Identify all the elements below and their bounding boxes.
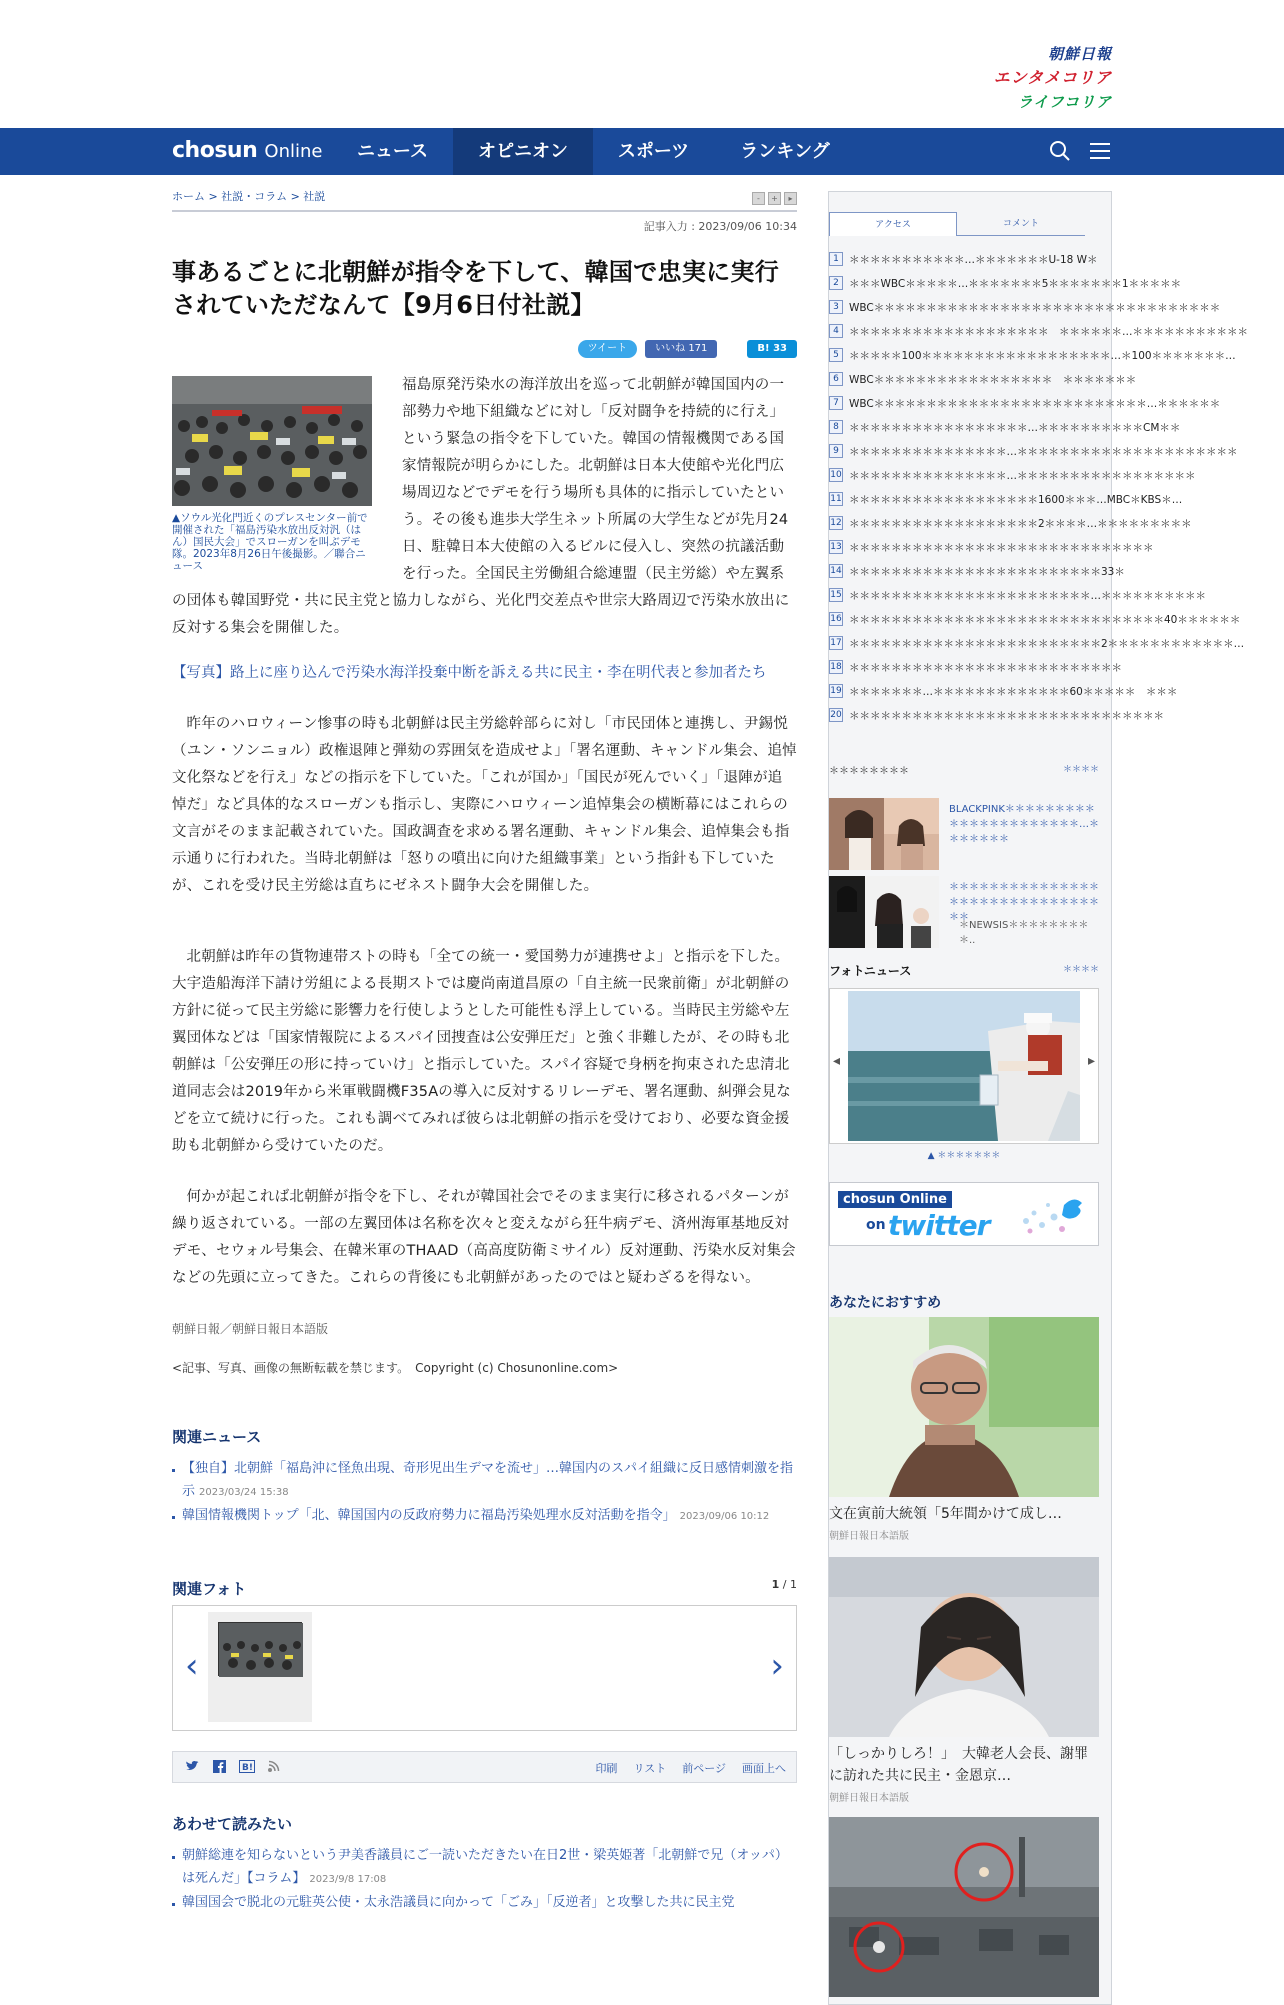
related-news-item[interactable] — [172, 1457, 797, 1504]
entertainment-thumb[interactable] — [829, 798, 939, 870]
related-news-title: 関連ニュース — [172, 1428, 262, 1446]
hatena-bookmark-button[interactable]: B! 33 — [747, 340, 797, 358]
sidebar — [828, 191, 1248, 2005]
ranking-box — [828, 191, 1248, 2005]
read-more-section — [172, 1813, 797, 1914]
ranking-item[interactable] — [829, 343, 1236, 367]
ranking-item[interactable] — [829, 679, 1178, 703]
related-news-time: 2023/09/06 10:12 — [679, 1511, 770, 1522]
print-icon[interactable]: ▸ — [784, 192, 797, 205]
ranking-number: 16 — [830, 614, 842, 624]
article-photo[interactable] — [172, 376, 372, 506]
related-photo-title: 関連フォト — [172, 1580, 247, 1598]
photo-news-box — [829, 988, 1099, 1144]
twitter-banner-site: chosun Online — [838, 1191, 952, 1208]
read-more-item[interactable] — [172, 1844, 797, 1891]
ranking-number: 18 — [830, 662, 842, 672]
ranking-item[interactable] — [829, 319, 1248, 343]
ranking-title[interactable]: ＊＊＊＊＊＊＊＊＊＊＊…＊＊＊＊＊＊＊U-18 W＊ — [849, 253, 1098, 266]
ranking-item[interactable] — [829, 655, 1122, 679]
brand-link-entame[interactable]: エンタメコリア — [993, 68, 1112, 87]
carousel-next-icon[interactable]: › — [770, 1646, 784, 1686]
related-news-list — [172, 1457, 797, 1528]
ranking-number: 10 — [830, 470, 842, 480]
nav-sports[interactable]: スポーツ — [617, 141, 690, 162]
list-link[interactable]: リスト — [633, 1762, 667, 1775]
photo-news-caption[interactable]: ▲ ＊＊＊＊＊＊＊ — [927, 1151, 1001, 1161]
top-brand-area — [0, 0, 1284, 128]
carousel-prev-icon[interactable]: ‹ — [185, 1646, 199, 1686]
related-news-time: 2023/03/24 15:38 — [199, 1487, 289, 1498]
photo-page-current: 1 — [771, 1578, 780, 1591]
ranking-tabs — [829, 212, 1113, 242]
recommend-item[interactable] — [829, 1817, 1099, 1997]
ranking-title[interactable]: ＊＊＊＊＊＊＊＊＊＊＊＊＊＊＊＊＊＊2＊＊＊＊…＊＊＊＊＊＊＊＊＊ — [849, 517, 1192, 530]
related-photo-carousel — [172, 1605, 797, 1731]
ranking-item[interactable] — [829, 415, 1181, 439]
ranking-title[interactable]: ＊＊＊＊＊＊＊＊＊＊＊＊＊＊＊＊＊＊＊＊＊＊＊＊2＊＊＊＊＊＊＊＊＊＊＊＊… — [849, 637, 1245, 650]
breadcrumb — [172, 186, 797, 212]
rss-icon[interactable] — [267, 1760, 281, 1777]
ranking-title[interactable]: ＊＊＊＊＊＊＊…＊＊＊＊＊＊＊＊＊＊＊＊＊60＊＊＊＊＊ ＊＊＊ — [849, 685, 1178, 698]
ranking-item[interactable] — [829, 631, 1245, 655]
share-buttons — [172, 340, 797, 360]
ranking-title[interactable]: ＊＊＊＊＊＊＊＊＊＊＊＊＊＊＊＊＊＊1600＊＊＊…MBC＊KBS＊… — [849, 493, 1183, 506]
ranking-title[interactable]: ＊＊＊＊＊100＊＊＊＊＊＊＊＊＊＊＊＊＊＊＊＊＊＊…＊100＊＊＊＊＊＊＊… — [849, 349, 1236, 362]
ranking-number: 20 — [830, 710, 842, 720]
read-more-item[interactable] — [172, 1891, 797, 1914]
hatena-share-icon[interactable] — [239, 1760, 255, 1777]
article-paragraph: 昨年のハロウィーン惨事の時も北朝鮮は民主労総幹部らに対し「市民団体と連携し、尹錫悦（ユン・ソンニョル）政権退陣と弾劾の雰囲気を造成せよ」「署名運動、キャンドル集会、追悼文化祭などを行え」などの指示を下していた。「これが国か」「国民が死んでいく」「退陣が追悼だ」など具体的なスローガンも指示し、実際にハロウィーン追悼集会の横断幕にはこれらの文言がそのまま記載されていた。国政調査を求める署名運動、キャンドル集会、追悼集会も指示通りに行われた。当時北朝鮮は「怒りの噴出に向けた組織事業」という指針も下していたが、これを受け民主労総は直ちにゼネスト闘争大会を開催した。 — [172, 716, 797, 894]
recommend-title: あなたにおすすめ — [829, 1295, 942, 1311]
ranking-number: 5 — [829, 348, 843, 362]
facebook-share-icon[interactable] — [213, 1760, 226, 1777]
ranking-item[interactable] — [829, 247, 1113, 271]
article-date: 記事入力 : 2023/09/06 10:34 — [643, 220, 797, 233]
svg-text:B!: B! — [242, 1763, 253, 1773]
read-more-text[interactable]: 朝鮮総連を知らないという尹美香議員にご一読いただきたい在日2世・梁英姫著「北朝鮮で兄（オッパ）は死んだ」【コラム】 — [182, 1848, 788, 1886]
ranking-item[interactable] — [829, 271, 1182, 295]
ranking-number: 12 — [830, 518, 842, 528]
ranking-title[interactable]: ＊＊＊＊＊＊＊＊＊＊＊＊＊＊＊＊＊＊＊＊＊＊＊＊33＊ — [849, 565, 1125, 578]
related-photo-section — [172, 1578, 797, 1731]
entertainment-text[interactable]: BLACKPINK＊＊＊＊＊＊＊＊＊＊＊＊＊＊＊＊＊＊＊＊＊＊…＊＊＊＊＊＊＊ — [949, 804, 1099, 845]
photo-caption: ▲ソウル光化門近くのプレスセンター前で開催された「福島汚染水放出反対汎（はん）国民大会」でスローガンを叫ぶデモ隊。2023年8月26日午後撮影。／聯合ニュース — [172, 512, 368, 572]
article-column — [172, 186, 797, 1914]
photo-page-total: / 1 — [782, 1578, 797, 1591]
font-small-icon[interactable]: - — [752, 192, 765, 205]
ranking-number: 4 — [829, 324, 843, 338]
ranking-title[interactable]: ＊＊＊＊＊＊＊＊＊＊＊＊＊＊＊＊＊＊＊＊＊＊＊＊＊＊ — [849, 661, 1122, 674]
toolbar-links — [595, 1760, 786, 1776]
ranking-number: 14 — [830, 566, 842, 576]
ranking-item[interactable] — [829, 583, 1206, 607]
copyright-notice: <記事、写真、画像の無断転載を禁じます。 Copyright (c) Chosunonline.com> — [172, 1361, 619, 1375]
related-news-text[interactable]: 【独自】北朝鮮「福島沖に怪魚出現、奇形児出生デマを流せ」…韓国内のスパイ組織に反日感情刺激を指示 — [182, 1461, 794, 1499]
ranking-number: 6 — [829, 372, 843, 386]
related-news-text[interactable]: 韓国情報機関トップ「北、韓国国内の反政府勢力に福島汚染処理水反対活動を指令」 — [182, 1508, 676, 1523]
ranking-item[interactable] — [829, 703, 1164, 727]
related-photo-thumb[interactable] — [208, 1612, 312, 1722]
ranking-title[interactable]: ＊＊＊＊＊＊＊＊＊＊＊＊＊＊＊＊＊…＊＊＊＊＊＊＊＊＊＊CM＊＊ — [849, 421, 1181, 434]
read-more-list — [172, 1844, 797, 1914]
recommend-source: 朝鮮日報日本語版 — [829, 1531, 909, 1542]
ranking-title[interactable]: ＊＊＊WBC＊＊＊＊＊…＊＊＊＊＊＊＊5＊＊＊＊＊＊＊1＊＊＊＊＊ — [849, 277, 1182, 290]
twitter-banner-on: on — [866, 1217, 886, 1233]
ranking-item[interactable] — [829, 295, 1221, 319]
ranking-number: 8 — [829, 420, 843, 434]
entertainment-title: ＊＊＊＊＊＊＊＊ — [829, 766, 909, 777]
related-news-item[interactable] — [172, 1504, 797, 1528]
scroll-top-link[interactable]: 画面上へ — [742, 1762, 786, 1775]
twitter-banner-brand: twitter — [888, 1209, 990, 1242]
article-paragraph: 何かが起これば北朝鮮が指令を下し、それが韓国社会でそのまま実行に移されるパターンが繰り返されている。一部の左翼団体は名称を次々と変えながら狂牛病デモ、済州海軍基地反対デモ、セウォル号集会、在韓米軍のTHAAD（高高度防衛ミサイル）反対運動、汚染水反対集会などの先頭に立ってきた。これらの背後にも北朝鮮があったのではと疑わざるを得ない。 — [172, 1189, 796, 1286]
read-more-time: 2023/9/8 17:08 — [309, 1874, 387, 1885]
ranking-item[interactable] — [829, 439, 1238, 463]
ranking-number: 13 — [830, 542, 842, 552]
nav-news[interactable]: ニュース — [356, 141, 429, 162]
ranking-item[interactable] — [829, 463, 1196, 487]
ranking-number: 11 — [830, 494, 842, 504]
ranking-title[interactable]: WBC＊＊＊＊＊＊＊＊＊＊＊＊＊＊＊＊＊＊＊＊＊＊＊＊＊＊…＊＊＊＊＊＊ — [849, 397, 1221, 410]
photo-news-header — [829, 962, 1099, 979]
ranking-title[interactable]: ＊＊＊＊＊＊＊＊＊＊＊＊＊＊＊＊＊＊＊ ＊＊＊＊＊＊…＊＊＊＊＊＊＊＊＊＊＊ — [849, 325, 1248, 338]
logo-sub: Online — [264, 141, 323, 162]
brand-link-life[interactable]: ライフコリア — [1017, 93, 1112, 111]
photo-news-title: フォトニュース — [829, 964, 912, 978]
nav-icons — [1048, 140, 1112, 164]
tab-comment[interactable]: コメント — [957, 212, 1085, 236]
ranking-number: 19 — [830, 686, 842, 696]
ranking-title[interactable]: ＊＊＊＊＊＊＊＊＊＊＊＊＊＊＊…＊＊＊＊＊＊＊＊＊＊＊＊＊＊＊＊＊ — [849, 469, 1196, 482]
search-icon[interactable] — [1048, 140, 1072, 164]
entertainment-item[interactable] — [829, 798, 1099, 870]
entertainment-text[interactable]: ＊＊＊＊＊＊＊＊＊＊＊＊＊＊＊＊＊＊＊＊＊＊＊＊＊＊＊＊＊＊＊＊ — [949, 882, 1099, 923]
article-title: 事あるごとに北朝鮮が指令を下して、韓国で忠実に実行されていただなんて【9月6日付社説】 — [172, 258, 780, 319]
ranking-title[interactable]: WBC＊＊＊＊＊＊＊＊＊＊＊＊＊＊＊＊＊＊＊＊＊＊＊＊＊＊＊＊＊＊＊＊＊ — [849, 301, 1221, 314]
photo-news-next-icon[interactable]: ▸ — [1087, 1053, 1095, 1069]
font-tools — [752, 192, 797, 205]
brand-link-chosun[interactable]: 朝鮮日報 — [1047, 45, 1112, 63]
ranking-item[interactable] — [829, 367, 1137, 391]
ranking-number: 15 — [830, 590, 842, 600]
ranking-item[interactable] — [829, 607, 1241, 631]
recommend-thumb[interactable] — [829, 1557, 1099, 1737]
prev-page-link[interactable]: 前ページ — [682, 1762, 726, 1775]
ranking-number: 2 — [829, 276, 843, 290]
ranking-number: 1 — [829, 252, 843, 266]
entertainment-more-link[interactable]: ＊＊＊＊ — [1062, 765, 1099, 775]
entertainment-item[interactable] — [829, 876, 1099, 948]
photo-news-prev-icon[interactable]: ◂ — [833, 1053, 841, 1069]
twitter-banner[interactable] — [829, 1182, 1099, 1246]
menu-icon[interactable] — [1088, 140, 1112, 164]
tab-access[interactable]: アクセス — [829, 212, 957, 236]
photo-news-image[interactable] — [848, 991, 1080, 1141]
ranking-title[interactable]: ＊＊＊＊＊＊＊＊＊＊＊＊＊＊＊＊＊＊＊＊＊＊＊＊＊＊＊＊＊ — [849, 541, 1154, 554]
breadcrumb-text[interactable]: ホーム > 社説・コラム > 社説 — [172, 190, 326, 203]
article-toolbar — [172, 1751, 797, 1783]
font-large-icon[interactable]: + — [768, 192, 781, 205]
recommend-caption[interactable]: 文在寅前大統領「5年間かけて成し… — [829, 1506, 1062, 1522]
recommend-source: 朝鮮日報日本語版 — [829, 1793, 909, 1804]
ranking-title[interactable]: ＊＊＊＊＊＊＊＊＊＊＊＊＊＊＊＊＊＊＊＊＊＊＊…＊＊＊＊＊＊＊＊＊＊ — [849, 589, 1206, 602]
ranking-item[interactable] — [829, 535, 1154, 559]
recommend-caption[interactable]: 「しっかりしろ！」 大韓老人会長、謝罪に訪れた共に民主・金恩京… — [829, 1746, 1088, 1784]
ranking-number: 9 — [829, 444, 843, 458]
ranking-number: 17 — [830, 638, 842, 648]
ranking-number: 3 — [829, 300, 843, 314]
entertainment-header — [829, 762, 1099, 777]
article-source: 朝鮮日報／朝鮮日報日本語版 — [172, 1322, 329, 1336]
entertainment-thumb[interactable] — [829, 876, 939, 948]
ranking-title[interactable]: ＊＊＊＊＊＊＊＊＊＊＊＊＊＊＊＊＊＊＊＊＊＊＊＊＊＊＊＊＊＊ — [849, 709, 1164, 722]
site-logo[interactable] — [172, 138, 322, 163]
ranking-title[interactable]: ＊＊＊＊＊＊＊＊＊＊＊＊＊＊＊…＊＊＊＊＊＊＊＊＊＊＊＊＊＊＊＊＊＊＊＊＊ — [849, 445, 1238, 458]
recommend-thumb[interactable] — [829, 1817, 1099, 1997]
ranking-item[interactable] — [829, 391, 1221, 415]
photo-pager — [772, 1578, 797, 1591]
read-more-title: あわせて読みたい — [172, 1815, 293, 1833]
ranking-number: 7 — [829, 396, 843, 410]
brand-links — [994, 42, 1112, 114]
ranking-title[interactable]: WBC＊＊＊＊＊＊＊＊＊＊＊＊＊＊＊＊＊ ＊＊＊＊＊＊＊ — [849, 373, 1137, 386]
recommend-item[interactable] — [829, 1317, 1099, 1542]
article-photo-block — [172, 376, 372, 572]
ranking-item[interactable] — [829, 487, 1183, 511]
bird-icon — [1018, 1191, 1088, 1241]
article-lead: 福島原発汚染水の海洋放出を巡って北朝鮮が韓国国内の一部勢力や地下組織などに対し「反対闘争を持続的に行え」という緊急の指令を下していた。韓国の情報機関である国家情報院が明らかにした。北朝鮮は日本大使館や光化門広場周辺などでデモを行う場所も具体的に指示していたという。その後も進歩大学生ネット所属の大学生などが先月24日、駐韓日本大使館の入るビルに侵入し、突然の抗議活動を行った。全国民主労働組合総連盟（民主労総）や左翼系の団体も韓国野党・共に民主党と協力しながら、光化門交差点や世宗大路周辺で汚染水放出に反対する集会を開催した。 — [172, 377, 790, 636]
nav-opinion[interactable]: オピニオン — [453, 128, 593, 175]
ranking-list — [829, 247, 1248, 727]
article-paragraph: 北朝鮮は昨年の貨物連帯ストの時も「全ての統一・愛国勢力が連携せよ」と指示を下した。大宇造船海洋下請け労組による長期ストでは慶尚南道昌原の「自主統一民衆前衛」が北朝鮮の方針に従って民主労総に影響力を行使しようとした可能性も浮上している。当時民主労総や左翼団体などは「国家情報院によるスパイ団捜査は公安弾圧だ」と強く非難したが、その時も北朝鮮は「公安弾圧の形に持っていけ」と指示していた。スパイ容疑で身柄を拘束された忠清北道同志会は2019年から米軍戦闘機F35Aの導入に反対するリレーデモ、署名運動、糾弾会見などを立て続けに行った。これも調べてみれば彼らは北朝鮮の指示を受けており、必要な資金援助も北朝鮮から受けていたのだ。 — [172, 949, 791, 1154]
photo-news-more-link[interactable]: ＊＊＊＊ — [1062, 965, 1099, 975]
ranking-title[interactable]: ＊＊＊＊＊＊＊＊＊＊＊＊＊＊＊＊＊＊＊＊＊＊＊＊＊＊＊＊＊＊40＊＊＊＊＊＊ — [849, 613, 1241, 626]
entertainment-source: ＊NEWSIS＊＊＊＊＊＊＊＊＊.. — [959, 920, 1089, 946]
ranking-item[interactable] — [829, 511, 1192, 535]
print-link[interactable]: 印刷 — [595, 1762, 618, 1775]
photo-article-link[interactable]: 【写真】路上に座り込んで汚染水海洋投棄中断を訴える共に民主・李在明代表と参加者たち — [172, 665, 767, 681]
logo-main: chosun — [172, 138, 258, 163]
tweet-button[interactable]: ツイート — [578, 340, 638, 358]
nav-ranking[interactable]: ランキング — [740, 141, 830, 162]
main-nav — [0, 128, 1284, 175]
recommend-item[interactable] — [829, 1557, 1099, 1804]
twitter-share-icon[interactable] — [185, 1760, 199, 1776]
read-more-text[interactable]: 韓国国会で脱北の元駐英公使・太永浩議員に向かって「ごみ」「反逆者」と攻撃した共に民主党 — [182, 1895, 735, 1910]
recommend-thumb[interactable] — [829, 1317, 1099, 1497]
facebook-like-button[interactable]: いいね 171 — [645, 340, 717, 358]
ranking-item[interactable] — [829, 559, 1125, 583]
